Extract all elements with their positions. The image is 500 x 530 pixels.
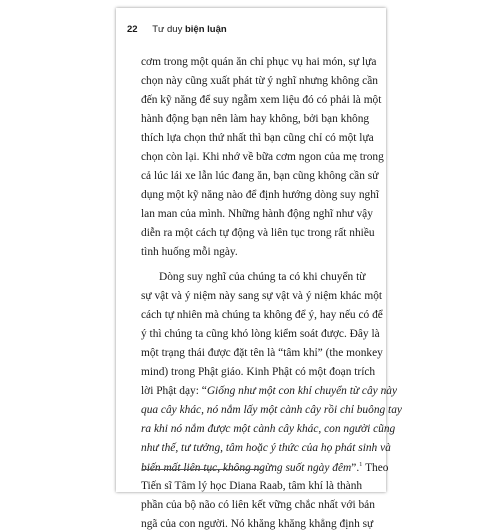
text-line: một trạng thái được đặt tên là “tâm khỉ” (the monkey [141,347,383,359]
text-line: phần của bộ não có liên kết vững chắc nhất với bản [141,499,375,511]
running-title-bold: biện luận [184,24,227,35]
body-text [116,8,402,530]
text-line: mind) trong Phật giáo. Kinh Phật có một đoạn trích [141,366,376,378]
text-line: sự vật và ý niệm này sang sự vật và ý niệm khác một [141,290,383,302]
quote-line: ra khi nó nắm được một cành cây khác, con người cũng [141,423,396,435]
text-line: cách tự nhiên mà chúng ta không để ý, hay nếu có để [141,309,383,321]
text-line: dụng một kỹ năng nào để định hướng dòng suy nghĩ [141,189,380,201]
text-line: chọn này cũng xuất phát từ ý nghĩ nhưng không cần [141,75,378,87]
book-page [116,8,402,530]
running-title-prefix: Tư duy [152,24,183,35]
quote-line: qua cây khác, nó nắm lấy một cành cây rồi chỉ buông tay [141,404,402,416]
quote-close: ”. [351,461,360,474]
text-line-quote-end [141,461,389,474]
text-line: chọn còn lại. Khi nhớ về bữa cơm ngon của mẹ trong [141,151,384,163]
text-line: diễn ra một cách tự động và liên tục trong rất nhiều [141,227,375,239]
text-line: tình huống mỗi ngày. [141,246,238,258]
text-line: lan man của mình. Những hành động nghĩ như vậy [141,208,373,220]
quote-text: biến mất liên tục, không ngừng suốt ngày đêm [141,461,352,474]
footnote-rule [142,469,264,470]
text-line: ngã của con người. Nó khăng khăng khẳng định sự [141,518,374,530]
quote-line: như thế, tư tưởng, tâm hoặc ý thức của họ phát sinh và [141,442,391,454]
quote-text: Giống như một con khỉ chuyển từ cây này [206,385,398,397]
text-line: thích lựa chọn thứ nhất thì bạn cũng chỉ có một lựa [141,132,374,144]
text-line-quote-start [141,385,398,397]
text-line-tail: Theo [362,461,389,474]
text-line: cả lúc lái xe lẫn lúc đang ăn, bạn cũng không cần sử [141,170,379,182]
text-line: Tiến sĩ Tâm lý học Diana Raab, tâm khí là thành [141,480,363,492]
text-line: hành động bạn nên làm hay không, bởi bạn không [141,113,370,125]
text-line: cơm trong một quán ăn chỉ phục vụ hai món, sự lựa [141,56,377,68]
text-line: ý thì chúng ta cũng khó lòng kiểm soát được. Đây là [141,328,380,340]
text-line: đến kỹ năng để suy ngẫm xem liệu đó có phải là một [141,94,382,106]
paragraph-first-line: Dòng suy nghĩ của chúng ta có khi chuyển từ [159,271,366,283]
page-number: 22 [127,24,138,35]
footnote-ref[interactable]: 1 [359,461,363,468]
text-line-lead: lời Phật dạy: “ [141,385,207,397]
